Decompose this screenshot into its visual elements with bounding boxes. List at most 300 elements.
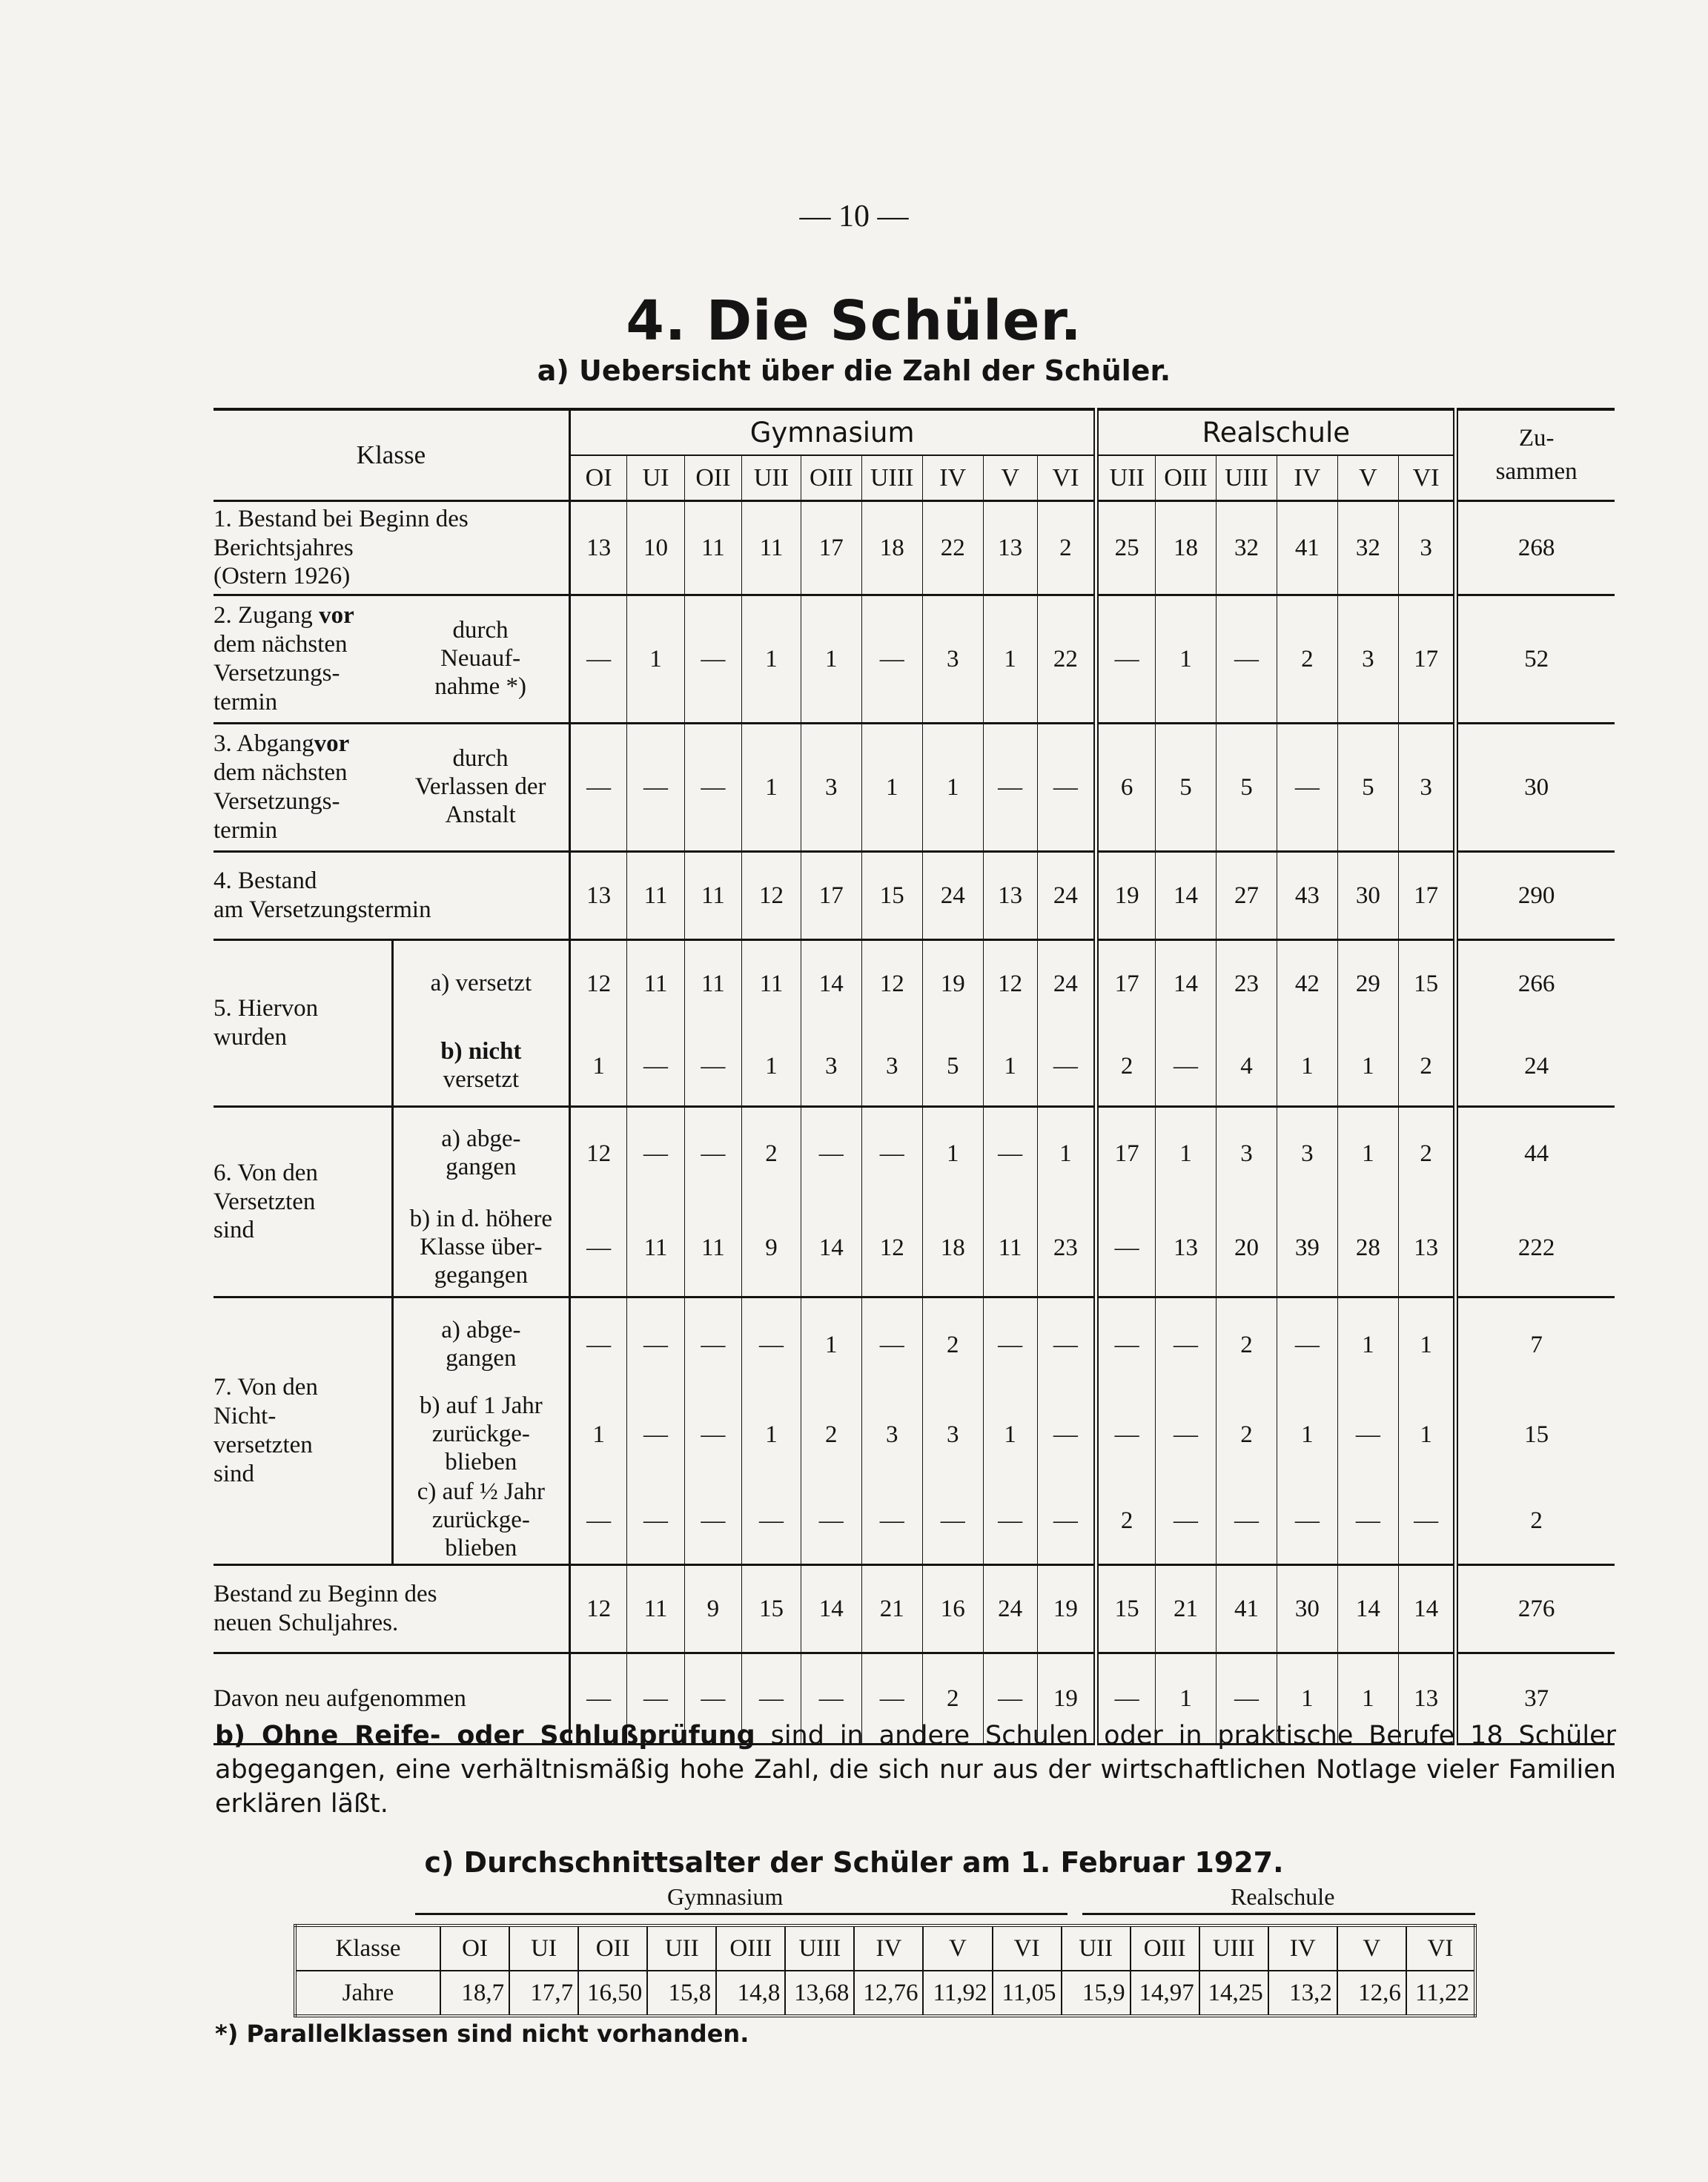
value-cell: — — [1156, 1392, 1217, 1478]
age-class-row — [295, 1925, 1475, 1971]
value-cell: 3 — [922, 1392, 983, 1478]
data-row — [214, 1478, 1615, 1565]
value-cell: — — [684, 724, 741, 852]
value-cell: 39 — [1277, 1200, 1337, 1297]
value-cell: — — [1337, 1392, 1398, 1478]
age-value-cell: 11,22 — [1406, 1971, 1475, 2016]
value-cell: — — [684, 1392, 741, 1478]
value-cell: — — [1156, 1027, 1217, 1107]
value-cell: 24 — [1037, 940, 1096, 1028]
real-col-header: V — [1337, 455, 1398, 501]
value-cell: — — [627, 1107, 684, 1200]
value-cell: 2 — [1398, 1107, 1456, 1200]
value-cell: 11 — [684, 940, 741, 1028]
value-cell: 43 — [1277, 852, 1337, 940]
value-cell: 29 — [1337, 940, 1398, 1028]
real-col-header: VI — [1398, 455, 1456, 501]
gym-col-header: OIII — [801, 455, 861, 501]
value-cell: — — [1156, 1297, 1217, 1392]
value-cell: 3 — [861, 1027, 922, 1107]
value-cell: 14 — [1398, 1565, 1456, 1653]
age-value-cell: 13,2 — [1268, 1971, 1337, 2016]
value-cell: 11 — [627, 1200, 684, 1297]
row-label: Davon neu aufgenommen — [214, 1653, 569, 1745]
value-cell: 19 — [922, 940, 983, 1028]
row-group-label: 6. Von den Versetzten sind — [214, 1107, 392, 1297]
value-cell: 1 — [1398, 1297, 1456, 1392]
value-cell: 14 — [1156, 940, 1217, 1028]
row-sublabel: a) abge- gangen — [392, 1297, 569, 1392]
value-cell: 14 — [1337, 1565, 1398, 1653]
value-cell: 14 — [801, 1200, 861, 1297]
value-cell: 18 — [861, 501, 922, 595]
row-label: 2. Zugang vor dem nächsten Versetzungs- termin — [214, 595, 392, 724]
age-class-cell: IV — [854, 1925, 923, 1971]
value-cell: 14 — [801, 940, 861, 1028]
value-cell: — — [861, 1653, 922, 1745]
paragraph-b-heading: b) Ohne Reife- oder Schlußprüfung — [215, 1721, 755, 1750]
value-cell: 13 — [983, 852, 1037, 940]
value-cell: 1 — [1337, 1297, 1398, 1392]
value-cell: 1 — [742, 1027, 801, 1107]
value-cell: 3 — [1398, 501, 1456, 595]
value-cell: 23 — [1037, 1200, 1096, 1297]
value-cell: 1 — [1156, 1107, 1217, 1200]
gym-col-header: UI — [627, 455, 684, 501]
value-cell: — — [861, 1297, 922, 1392]
value-cell: 17 — [801, 501, 861, 595]
value-cell: — — [1398, 1478, 1456, 1565]
gymnasium-header: Gymnasium — [569, 409, 1096, 455]
value-cell: — — [1277, 1478, 1337, 1565]
value-cell: 24 — [922, 852, 983, 940]
value-cell: — — [684, 1027, 741, 1107]
value-cell: 1 — [1277, 1653, 1337, 1745]
age-class-cell: UII — [647, 1925, 716, 1971]
value-cell: 18 — [1156, 501, 1217, 595]
klasse-header: Klasse — [214, 409, 569, 501]
value-cell: 15 — [742, 1565, 801, 1653]
value-cell: — — [1037, 724, 1096, 852]
value-cell: 17 — [801, 852, 861, 940]
value-cell: 30 — [1277, 1565, 1337, 1653]
value-cell: 11 — [684, 852, 741, 940]
value-cell: 13 — [983, 501, 1037, 595]
value-cell: — — [1096, 595, 1156, 724]
value-cell: 2 — [1398, 1027, 1456, 1107]
value-cell: 5 — [1337, 724, 1398, 852]
value-cell: 13 — [1156, 1200, 1217, 1297]
value-cell: 20 — [1216, 1200, 1277, 1297]
footnote: *) Parallelklassen sind nicht vorhanden. — [215, 2020, 749, 2048]
value-cell: 4 — [1216, 1027, 1277, 1107]
total-cell: 52 — [1456, 595, 1615, 724]
total-cell: 7 — [1456, 1297, 1615, 1392]
total-cell: 37 — [1456, 1653, 1615, 1745]
value-cell: 11 — [742, 501, 801, 595]
value-cell: — — [1216, 595, 1277, 724]
total-cell: 44 — [1456, 1107, 1615, 1200]
value-cell: 11 — [742, 940, 801, 1028]
value-cell: 3 — [801, 724, 861, 852]
row-label: 1. Bestand bei Beginn des Berichtsjahres (Ostern 1926) — [214, 501, 569, 595]
value-cell: 19 — [1037, 1565, 1096, 1653]
value-cell: 2 — [1216, 1297, 1277, 1392]
header-row-groups — [214, 409, 1615, 455]
student-count-table — [214, 408, 1615, 1745]
gym-col-header: IV — [922, 455, 983, 501]
value-cell: — — [569, 1297, 626, 1392]
value-cell: — — [1037, 1392, 1096, 1478]
value-cell: 17 — [1096, 1107, 1156, 1200]
value-cell: 1 — [922, 1107, 983, 1200]
age-value-cell: 12,6 — [1337, 1971, 1406, 2016]
section-subtitle: a) Uebersicht über die Zahl der Schüler. — [537, 354, 1171, 387]
age-value-cell: 14,25 — [1199, 1971, 1268, 2016]
value-cell: 10 — [627, 501, 684, 595]
value-cell: — — [1037, 1478, 1096, 1565]
value-cell: 41 — [1277, 501, 1337, 595]
value-cell: 1 — [1337, 1027, 1398, 1107]
value-cell: 22 — [1037, 595, 1096, 724]
paragraph-b-text: sind in andere Schulen oder in praktische Berufe 18 Schüler abgegangen, eine verhältnismäßig hohe Zahl, die sich nur aus der wirtschaftlichen Notlage vieler Familien erklären läßt. — [215, 1721, 1616, 1819]
age-class-cell: V — [1337, 1925, 1406, 1971]
total-cell: 24 — [1456, 1027, 1615, 1107]
total-cell: 222 — [1456, 1200, 1615, 1297]
value-cell: 15 — [1398, 940, 1456, 1028]
value-cell: 1 — [801, 595, 861, 724]
value-cell: 23 — [1216, 940, 1277, 1028]
value-cell: — — [801, 1653, 861, 1745]
value-cell: 12 — [742, 852, 801, 940]
value-cell: — — [1096, 1653, 1156, 1745]
value-cell: 13 — [569, 501, 626, 595]
value-cell: — — [569, 1653, 626, 1745]
value-cell: 16 — [922, 1565, 983, 1653]
value-cell: 27 — [1216, 852, 1277, 940]
value-cell: 11 — [983, 1200, 1037, 1297]
value-cell: 2 — [1037, 501, 1096, 595]
value-cell: — — [1096, 1297, 1156, 1392]
row-label: 4. Bestand am Versetzungstermin — [214, 852, 569, 940]
realschule-header: Realschule — [1096, 409, 1456, 455]
value-cell: 12 — [569, 940, 626, 1028]
data-row — [214, 940, 1615, 1028]
value-cell: 1 — [1277, 1392, 1337, 1478]
age-class-cell: UII — [1062, 1925, 1131, 1971]
value-cell: — — [684, 1653, 741, 1745]
value-cell: — — [569, 1200, 626, 1297]
data-row — [214, 595, 1615, 724]
age-value-cell: 18,7 — [440, 1971, 509, 2016]
value-cell: 21 — [1156, 1565, 1217, 1653]
value-cell: 41 — [1216, 1565, 1277, 1653]
value-cell: — — [627, 1478, 684, 1565]
value-cell: 15 — [861, 852, 922, 940]
value-cell: 2 — [922, 1297, 983, 1392]
gym-col-header: OI — [569, 455, 626, 501]
value-cell: 9 — [684, 1565, 741, 1653]
value-cell: — — [1277, 1297, 1337, 1392]
age-value-cell: 11,05 — [993, 1971, 1062, 2016]
value-cell: 28 — [1337, 1200, 1398, 1297]
value-cell: — — [627, 1297, 684, 1392]
value-cell: 9 — [742, 1200, 801, 1297]
value-cell: 1 — [983, 1392, 1037, 1478]
value-cell: — — [627, 724, 684, 852]
value-cell: 2 — [922, 1653, 983, 1745]
value-cell: 25 — [1096, 501, 1156, 595]
age-class-cell: V — [923, 1925, 992, 1971]
value-cell: 24 — [983, 1565, 1037, 1653]
age-class-cell: UI — [509, 1925, 578, 1971]
value-cell: 22 — [922, 501, 983, 595]
value-cell: — — [801, 1478, 861, 1565]
age-class-cell: UIII — [785, 1925, 854, 1971]
age-class-cell: IV — [1268, 1925, 1337, 1971]
value-cell: 5 — [1216, 724, 1277, 852]
value-cell: — — [1216, 1478, 1277, 1565]
value-cell: 14 — [1156, 852, 1217, 940]
gym-col-header: V — [983, 455, 1037, 501]
age-value-cell: 11,92 — [923, 1971, 992, 2016]
total-cell: 15 — [1456, 1392, 1615, 1478]
row-sublabel: durch Verlassen der Anstalt — [392, 724, 569, 852]
value-cell: — — [569, 1478, 626, 1565]
real-col-header: UII — [1096, 455, 1156, 501]
value-cell: 17 — [1398, 852, 1456, 940]
age-class-cell: UIII — [1199, 1925, 1268, 1971]
total-cell: 268 — [1456, 501, 1615, 595]
value-cell: — — [861, 1478, 922, 1565]
value-cell: — — [983, 1297, 1037, 1392]
value-cell: 15 — [1096, 1565, 1156, 1653]
value-cell: 19 — [1037, 1653, 1096, 1745]
data-row — [214, 1297, 1615, 1392]
paragraph-b — [215, 1719, 1616, 1821]
value-cell: — — [742, 1653, 801, 1745]
data-row — [214, 501, 1615, 595]
value-cell: 1 — [1037, 1107, 1096, 1200]
value-cell: 11 — [627, 852, 684, 940]
age-value-cell: 14,97 — [1131, 1971, 1199, 2016]
value-cell: 6 — [1096, 724, 1156, 852]
row-group-label: 7. Von den Nicht- versetzten sind — [214, 1297, 392, 1565]
value-cell: — — [627, 1027, 684, 1107]
age-value-cell: 15,9 — [1062, 1971, 1131, 2016]
data-row — [214, 1107, 1615, 1200]
value-cell: 1 — [569, 1392, 626, 1478]
total-cell: 30 — [1456, 724, 1615, 852]
value-cell: 3 — [1216, 1107, 1277, 1200]
value-cell: 19 — [1096, 852, 1156, 940]
row-sublabel: a) versetzt — [392, 940, 569, 1028]
age-class-cell: OI — [440, 1925, 509, 1971]
row-sublabel: b) auf 1 Jahr zurückge- blieben — [392, 1392, 569, 1478]
row-label: Bestand zu Beginn des neuen Schuljahres. — [214, 1565, 569, 1653]
value-cell: 5 — [1156, 724, 1217, 852]
data-row — [214, 1565, 1615, 1653]
page-number: — 10 — — [799, 199, 909, 234]
data-row — [214, 724, 1615, 852]
value-cell: — — [1037, 1027, 1096, 1107]
value-cell: — — [1337, 1478, 1398, 1565]
value-cell: 17 — [1398, 595, 1456, 724]
total-cell: 2 — [1456, 1478, 1615, 1565]
value-cell: — — [861, 1107, 922, 1200]
value-cell: 1 — [1337, 1107, 1398, 1200]
value-cell: 11 — [627, 940, 684, 1028]
value-cell: — — [627, 1392, 684, 1478]
value-cell: 1 — [1277, 1027, 1337, 1107]
value-cell: — — [684, 1297, 741, 1392]
row-sublabel: c) auf ½ Jahr zurückge- blieben — [392, 1478, 569, 1565]
value-cell: 32 — [1337, 501, 1398, 595]
value-cell: 12 — [861, 940, 922, 1028]
value-cell: 2 — [1216, 1392, 1277, 1478]
age-class-cell: VI — [993, 1925, 1062, 1971]
value-cell: 5 — [922, 1027, 983, 1107]
value-cell: 2 — [742, 1107, 801, 1200]
real-col-header: UIII — [1216, 455, 1277, 501]
value-cell: 12 — [861, 1200, 922, 1297]
value-cell: 3 — [801, 1027, 861, 1107]
value-cell: 1 — [922, 724, 983, 852]
value-cell: 1 — [861, 724, 922, 852]
value-cell: 1 — [801, 1297, 861, 1392]
age-row-label: Klasse — [295, 1925, 440, 1971]
age-value-cell: 13,68 — [785, 1971, 854, 2016]
age-value-cell: 12,76 — [854, 1971, 923, 2016]
age-row-label: Jahre — [295, 1971, 440, 2016]
value-cell: — — [1096, 1392, 1156, 1478]
value-cell: 3 — [1398, 724, 1456, 852]
value-cell: — — [983, 724, 1037, 852]
average-age-table — [294, 1924, 1477, 2017]
age-value-cell: 17,7 — [509, 1971, 578, 2016]
age-class-cell: OII — [578, 1925, 647, 1971]
value-cell: 1 — [1156, 1653, 1217, 1745]
age-gymnasium-label: Gymnasium — [667, 1883, 784, 1910]
gym-col-header: OII — [684, 455, 741, 501]
value-cell: 1 — [742, 724, 801, 852]
value-cell: 2 — [1096, 1027, 1156, 1107]
value-cell: 17 — [1096, 940, 1156, 1028]
data-row — [214, 1392, 1615, 1478]
value-cell: 18 — [922, 1200, 983, 1297]
row-group-label: 5. Hiervon wurden — [214, 940, 392, 1107]
value-cell: — — [1096, 1200, 1156, 1297]
value-cell: 1 — [627, 595, 684, 724]
age-value-cell: 16,50 — [578, 1971, 647, 2016]
real-col-header: OIII — [1156, 455, 1217, 501]
value-cell: — — [684, 1107, 741, 1200]
value-cell: — — [742, 1297, 801, 1392]
row-sublabel: b) nicht versetzt — [392, 1027, 569, 1107]
value-cell: — — [742, 1478, 801, 1565]
value-cell: 11 — [627, 1565, 684, 1653]
value-cell: 3 — [861, 1392, 922, 1478]
value-cell: 12 — [983, 940, 1037, 1028]
data-row — [214, 1027, 1615, 1107]
row-label: 3. Abgangvor dem nächsten Versetzungs- termin — [214, 724, 392, 852]
row-sublabel: durch Neuauf- nahme *) — [392, 595, 569, 724]
total-cell: 290 — [1456, 852, 1615, 940]
value-cell: 3 — [922, 595, 983, 724]
value-cell: 42 — [1277, 940, 1337, 1028]
row-sublabel: a) abge- gangen — [392, 1107, 569, 1200]
value-cell: — — [684, 595, 741, 724]
value-cell: 1 — [742, 1392, 801, 1478]
value-cell: 13 — [1398, 1653, 1456, 1745]
value-cell: 30 — [1337, 852, 1398, 940]
age-class-cell: OIII — [1131, 1925, 1199, 1971]
value-cell: — — [569, 595, 626, 724]
value-cell: 11 — [684, 501, 741, 595]
value-cell: — — [922, 1478, 983, 1565]
zusammen-header: Zu- sammen — [1456, 409, 1615, 501]
value-cell: — — [983, 1653, 1037, 1745]
value-cell: — — [627, 1653, 684, 1745]
age-value-row — [295, 1971, 1475, 2016]
value-cell: 1 — [1398, 1392, 1456, 1478]
value-cell: 1 — [1337, 1653, 1398, 1745]
age-class-cell: OIII — [716, 1925, 785, 1971]
value-cell: 1 — [742, 595, 801, 724]
value-cell: 1 — [1156, 595, 1217, 724]
value-cell: 21 — [861, 1565, 922, 1653]
value-cell: — — [1037, 1297, 1096, 1392]
value-cell: 2 — [1096, 1478, 1156, 1565]
value-cell: 3 — [1277, 1107, 1337, 1200]
data-row — [214, 1200, 1615, 1297]
gym-col-header: UII — [742, 455, 801, 501]
value-cell: — — [1216, 1653, 1277, 1745]
value-cell: — — [983, 1107, 1037, 1200]
value-cell: — — [569, 724, 626, 852]
value-cell: — — [861, 595, 922, 724]
value-cell: 12 — [569, 1565, 626, 1653]
value-cell: — — [684, 1478, 741, 1565]
value-cell: 32 — [1216, 501, 1277, 595]
age-section-title: c) Durchschnittsalter der Schüler am 1. Februar 1927. — [424, 1846, 1284, 1879]
value-cell: 1 — [983, 595, 1037, 724]
value-cell: 3 — [1337, 595, 1398, 724]
age-value-cell: 15,8 — [647, 1971, 716, 2016]
value-cell: 1 — [983, 1027, 1037, 1107]
age-realschule-label: Realschule — [1231, 1883, 1335, 1910]
value-cell: 11 — [684, 1200, 741, 1297]
value-cell: 14 — [801, 1565, 861, 1653]
gym-col-header: UIII — [861, 455, 922, 501]
gym-col-header: VI — [1037, 455, 1096, 501]
data-row — [214, 852, 1615, 940]
total-cell: 266 — [1456, 940, 1615, 1028]
age-value-cell: 14,8 — [716, 1971, 785, 2016]
value-cell: 24 — [1037, 852, 1096, 940]
age-class-cell: VI — [1406, 1925, 1475, 1971]
value-cell: — — [1156, 1478, 1217, 1565]
value-cell: — — [983, 1478, 1037, 1565]
row-sublabel: b) in d. höhere Klasse über- gegangen — [392, 1200, 569, 1297]
value-cell: 2 — [801, 1392, 861, 1478]
value-cell: — — [801, 1107, 861, 1200]
value-cell: 13 — [569, 852, 626, 940]
total-cell: 276 — [1456, 1565, 1615, 1653]
value-cell: — — [1277, 724, 1337, 852]
real-col-header: IV — [1277, 455, 1337, 501]
value-cell: 2 — [1277, 595, 1337, 724]
